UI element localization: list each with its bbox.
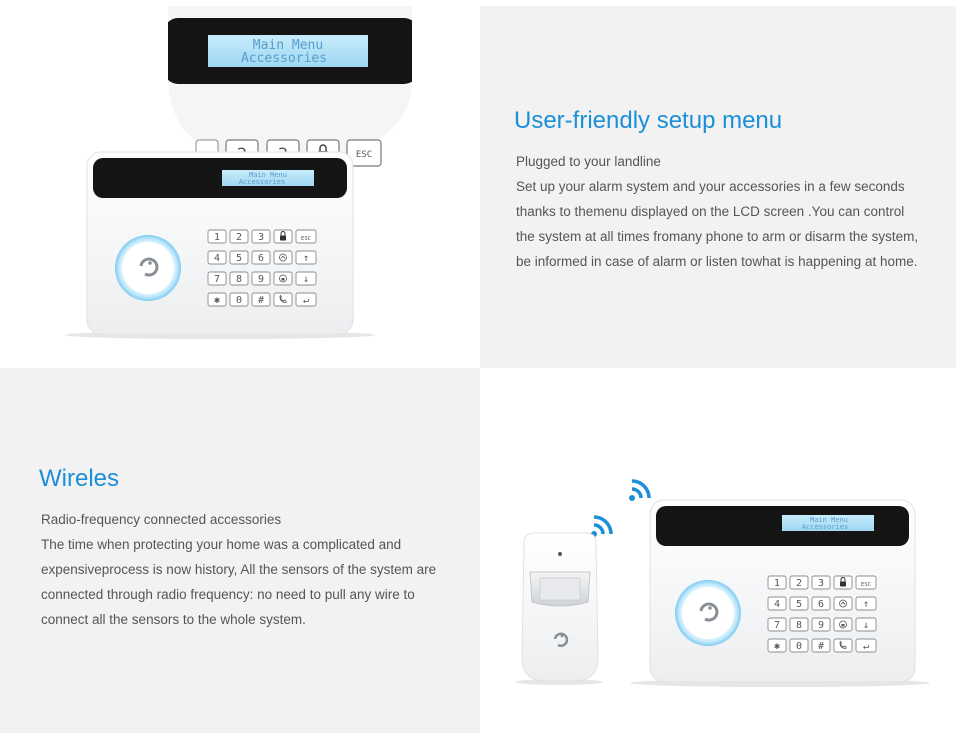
wifi-signal-icon bbox=[629, 481, 649, 501]
device-lcd-line1: Main Menu bbox=[249, 171, 287, 179]
wireless-devices-illustration bbox=[480, 368, 960, 733]
keypad-key-label: 4 bbox=[773, 599, 781, 610]
keypad-key[interactable] bbox=[252, 230, 270, 243]
keypad-key-label: 3 bbox=[257, 232, 265, 243]
keypad-key-label: ↵ bbox=[302, 295, 310, 306]
keypad-key-label: ↑ bbox=[302, 253, 310, 264]
keypad-key-label: 8 bbox=[795, 620, 803, 631]
svg-text:ESC: ESC bbox=[355, 150, 373, 160]
keypad-key[interactable] bbox=[834, 576, 852, 589]
keypad-key-label: 0 bbox=[795, 641, 803, 652]
keypad-key-label: 9 bbox=[257, 274, 265, 285]
keypad-key-label: 6 bbox=[257, 253, 265, 264]
alarm-panel-zoom-illustration bbox=[0, 0, 480, 368]
keypad-key-label: 8 bbox=[235, 274, 243, 285]
keypad-key[interactable] bbox=[790, 597, 808, 610]
keypad-key[interactable] bbox=[812, 597, 830, 610]
keypad-key[interactable] bbox=[230, 272, 248, 285]
keypad-key[interactable] bbox=[812, 618, 830, 631]
setup-menu-description bbox=[516, 149, 918, 274]
keypad-key-label: ESC bbox=[301, 236, 311, 242]
keypad-key[interactable] bbox=[296, 251, 316, 264]
description-line: connect all the sensors to the whole system. bbox=[41, 612, 306, 627]
wireless-image-panel bbox=[480, 368, 960, 733]
keypad-key[interactable] bbox=[790, 576, 808, 589]
motion-sensor bbox=[515, 533, 603, 685]
wireless-description bbox=[41, 507, 436, 632]
keypad-key[interactable] bbox=[208, 293, 226, 306]
setup-menu-text-panel bbox=[480, 6, 956, 368]
description-line: Radio-frequency connected accessories bbox=[41, 512, 282, 527]
setup-menu-heading: User-friendly setup menu bbox=[514, 107, 783, 134]
device-lcd-line1: Main Menu bbox=[810, 516, 848, 524]
keypad-key[interactable] bbox=[790, 639, 808, 652]
device-lcd-line2: Accessories bbox=[238, 178, 286, 186]
wireless-text-panel bbox=[0, 368, 480, 733]
keypad-key-label: ✱ bbox=[773, 641, 781, 652]
keypad-key-label: ↵ bbox=[862, 641, 870, 652]
keypad-key[interactable] bbox=[856, 576, 876, 589]
setup-menu-image-panel bbox=[0, 0, 480, 368]
keypad-key-label: 1 bbox=[773, 578, 781, 589]
keypad-key-label: 5 bbox=[795, 599, 803, 610]
keypad-key[interactable] bbox=[790, 618, 808, 631]
keypad-key[interactable] bbox=[274, 230, 292, 243]
keypad-key[interactable] bbox=[230, 230, 248, 243]
keypad-key[interactable] bbox=[856, 597, 876, 610]
keypad-key[interactable] bbox=[768, 597, 786, 610]
keypad-key-label: ↓ bbox=[302, 274, 310, 285]
description-line: the system at all times fromany phone to arm or disarm the system, bbox=[516, 229, 919, 244]
device-lcd-line2: Accessories bbox=[801, 523, 849, 531]
keypad-key[interactable] bbox=[768, 576, 786, 589]
keypad-key-label: # bbox=[257, 295, 265, 306]
keypad-key-label: 2 bbox=[795, 578, 803, 589]
zoom-lcd-line1: Main Menu bbox=[252, 38, 324, 53]
keypad-key-label: 1 bbox=[213, 232, 221, 243]
keypad-key[interactable] bbox=[274, 251, 292, 264]
keypad-key[interactable] bbox=[812, 576, 830, 589]
keypad-key[interactable] bbox=[208, 230, 226, 243]
alarm-control-panel bbox=[630, 500, 930, 687]
keypad-key-label: ↑ bbox=[862, 599, 870, 610]
description-line: The time when protecting your home was a complicated and bbox=[41, 537, 402, 552]
description-line: expensiveprocess is now history, All the sensors of the system are bbox=[41, 562, 437, 577]
keypad-key[interactable] bbox=[230, 251, 248, 264]
keypad-key[interactable] bbox=[812, 639, 830, 652]
wireless-heading: Wireles bbox=[39, 465, 120, 492]
description-line: thanks to themenu displayed on the LCD screen .You can control bbox=[516, 204, 905, 219]
wifi-signal-icon bbox=[591, 517, 611, 537]
keypad-key-label: 3 bbox=[817, 578, 825, 589]
keypad-key[interactable] bbox=[856, 639, 876, 652]
keypad-key-label: 2 bbox=[235, 232, 243, 243]
keypad-key[interactable] bbox=[230, 293, 248, 306]
keypad-key-label: 7 bbox=[213, 274, 221, 285]
keypad-key-label: 5 bbox=[235, 253, 243, 264]
description-line: connected through radio frequency: no need to pull any wire to bbox=[41, 587, 415, 602]
keypad-key[interactable] bbox=[252, 272, 270, 285]
description-line: Plugged to your landline bbox=[516, 154, 661, 169]
alarm-control-panel bbox=[65, 152, 375, 339]
keypad-key[interactable] bbox=[208, 251, 226, 264]
zoom-lcd-line2: Accessories bbox=[240, 51, 328, 66]
keypad-key[interactable] bbox=[274, 272, 292, 285]
keypad-key[interactable] bbox=[296, 293, 316, 306]
keypad-key[interactable] bbox=[768, 618, 786, 631]
keypad-key-label: 7 bbox=[773, 620, 781, 631]
keypad-key-label: ↓ bbox=[862, 620, 870, 631]
keypad-key[interactable] bbox=[834, 639, 852, 652]
keypad-key[interactable] bbox=[208, 272, 226, 285]
keypad-key-label: # bbox=[817, 641, 825, 652]
keypad-key-label: ✱ bbox=[213, 295, 221, 306]
keypad-key-label: 9 bbox=[817, 620, 825, 631]
keypad-key[interactable] bbox=[252, 293, 270, 306]
description-line: be informed in case of alarm or listen towhat is happening at home. bbox=[516, 254, 918, 269]
keypad-key[interactable] bbox=[768, 639, 786, 652]
keypad-key-label: 0 bbox=[235, 295, 243, 306]
keypad-key[interactable] bbox=[834, 618, 852, 631]
keypad-key-label: ESC bbox=[861, 582, 871, 588]
keypad-key-label: 6 bbox=[817, 599, 825, 610]
keypad-key-label: 4 bbox=[213, 253, 221, 264]
keypad-key[interactable] bbox=[856, 618, 876, 631]
keypad-key[interactable] bbox=[834, 597, 852, 610]
keypad-key[interactable] bbox=[252, 251, 270, 264]
keypad-key[interactable] bbox=[296, 230, 316, 243]
keypad-key[interactable] bbox=[296, 272, 316, 285]
keypad-key[interactable] bbox=[274, 293, 292, 306]
description-line: Set up your alarm system and your accessories in a few seconds bbox=[516, 179, 905, 194]
